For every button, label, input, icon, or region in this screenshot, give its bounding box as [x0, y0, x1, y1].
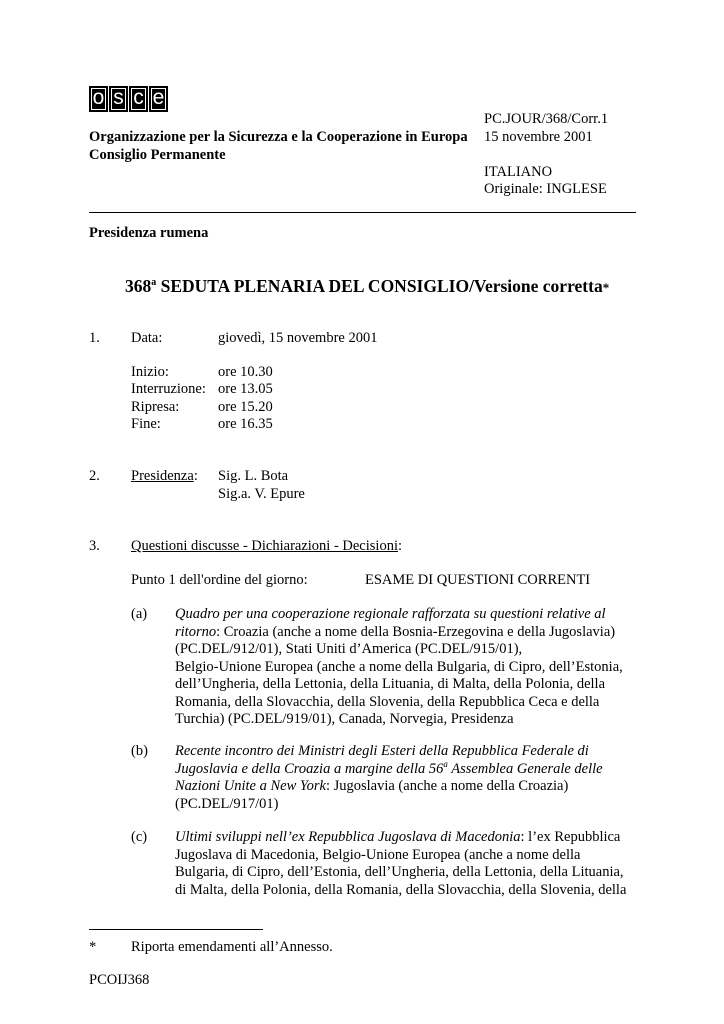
time-label: Fine: — [131, 416, 161, 432]
title-ordinal: a — [151, 277, 157, 289]
item-c-line: Bulgaria, di Cipro, dell’Estonia, dell’Ungheria, della Lettonia, della Lituania, — [175, 864, 624, 880]
logo-letter: c — [129, 86, 148, 112]
item-c-letter: (c) — [131, 829, 148, 845]
item-b-line — [175, 778, 635, 796]
original-language: Originale: INGLESE — [484, 181, 607, 197]
title-footnote-mark: * — [602, 280, 610, 295]
page-title — [125, 275, 609, 299]
section-3-heading-text: Questioni discusse - Dichiarazioni - Decisioni — [131, 538, 398, 554]
time-value: ore 10.30 — [218, 364, 273, 380]
item-b-subject: Recente incontro dei Ministri degli Esteri della Repubblica Federale di — [175, 743, 589, 759]
footnote-text: Riporta emendamenti all’Annesso. — [131, 939, 333, 955]
item-b-speakers: : Jugoslavia (anche a nome della Croazia) — [325, 778, 569, 794]
agenda-item-title: ESAME DI QUESTIONI CORRENTI — [365, 572, 591, 588]
footer-code: PCOIJ368 — [89, 972, 150, 988]
section-3-heading-colon: : — [397, 538, 403, 554]
item-b-text — [175, 743, 635, 813]
item-b-subject — [175, 758, 635, 779]
footnote-mark: * — [89, 939, 97, 955]
section-1-number: 1. — [89, 330, 100, 346]
item-a-line: Turchia) (PC.DEL/919/01), Canada, Norvegia, Presidenza — [175, 711, 514, 727]
osce-logo — [89, 86, 168, 112]
time-label: Inizio: — [131, 364, 169, 380]
section-2-number: 2. — [89, 468, 100, 484]
item-a-subject: Quadro per una cooperazione regionale rafforzata su questioni relative al — [175, 606, 606, 622]
item-a-line — [175, 624, 635, 642]
item-c-line — [175, 829, 635, 847]
time-value: ore 15.20 — [218, 399, 273, 415]
title-number: 368 — [125, 276, 152, 296]
agenda-item-label: Punto 1 dell'ordine del giorno: — [131, 572, 308, 588]
presidency-name: Sig. L. Bota — [218, 468, 289, 484]
item-b-subject-part: Assemblea Generale delle — [447, 760, 603, 777]
item-b-ordinal: a — [443, 758, 448, 769]
document-language: ITALIANO — [484, 164, 553, 180]
presidency-label-text: Presidenza — [131, 468, 194, 484]
item-b-subject-part: Jugoslavia e della Croazia a margine della 56 — [175, 760, 444, 777]
item-c-line: di Malta, della Polonia, della Romania, della Slovacchia, della Slovenia, della — [175, 881, 627, 898]
item-a-line: Romania, della Slovacchia, della Slovenia, della Repubblica Ceca e della — [175, 693, 600, 710]
item-b-subject-end: Nazioni Unite a New York — [175, 778, 326, 794]
item-a-letter: (a) — [131, 606, 148, 622]
time-label: Interruzione: — [131, 381, 206, 397]
section-3-heading — [131, 538, 402, 556]
presidency-label — [131, 468, 198, 486]
organization-name: Organizzazione per la Sicurezza e la Cooperazione in Europa — [89, 129, 468, 145]
footnote-divider — [89, 929, 263, 930]
section-3-number: 3. — [89, 538, 100, 554]
logo-letter: s — [109, 86, 128, 112]
council-name: Consiglio Permanente — [89, 147, 226, 163]
item-a-text — [175, 606, 635, 729]
time-value: ore 16.35 — [218, 416, 273, 432]
item-c-subject: Ultimi sviluppi nell’ex Repubblica Jugoslava di Macedonia — [175, 829, 521, 845]
item-a-line: (PC.DEL/912/01), Stati Uniti d’America (PC.DEL/915/01), — [175, 641, 523, 657]
title-text: SEDUTA PLENARIA DEL CONSIGLIO/Versione corretta — [156, 276, 603, 296]
item-b-line: (PC.DEL/917/01) — [175, 795, 279, 812]
item-a-subject-end: ritorno — [175, 623, 217, 640]
time-label: Ripresa: — [131, 399, 180, 415]
item-a-line: dell’Ungheria, della Lettonia, della Lituania, di Malta, della Polonia, della — [175, 676, 606, 692]
time-value: ore 13.05 — [218, 381, 273, 397]
date-label: Data: — [131, 330, 163, 346]
item-a-line: Belgio-Unione Europea (anche a nome della Bulgaria, di Cipro, dell’Estonia, — [175, 658, 623, 675]
logo-letter: o — [89, 86, 108, 112]
presidency-heading: Presidenza rumena — [89, 225, 209, 241]
item-a-speakers: : Croazia (anche a nome della Bosnia-Erzegovina e della Jugoslavia) — [216, 623, 616, 640]
header-divider — [89, 212, 636, 213]
document-date: 15 novembre 2001 — [484, 129, 593, 145]
item-c-speakers: : l’ex Repubblica — [520, 829, 621, 845]
item-c-line: Jugoslava di Macedonia, Belgio-Unione Europea (anche a nome della — [175, 846, 581, 863]
item-b-letter: (b) — [131, 743, 148, 759]
item-c-text — [175, 829, 635, 899]
logo-letter: e — [149, 86, 168, 112]
date-value: giovedì, 15 novembre 2001 — [218, 330, 378, 346]
presidency-name: Sig.a. V. Epure — [218, 486, 305, 502]
document-reference: PC.JOUR/368/Corr.1 — [484, 111, 609, 127]
presidency-label-colon: : — [193, 468, 198, 484]
